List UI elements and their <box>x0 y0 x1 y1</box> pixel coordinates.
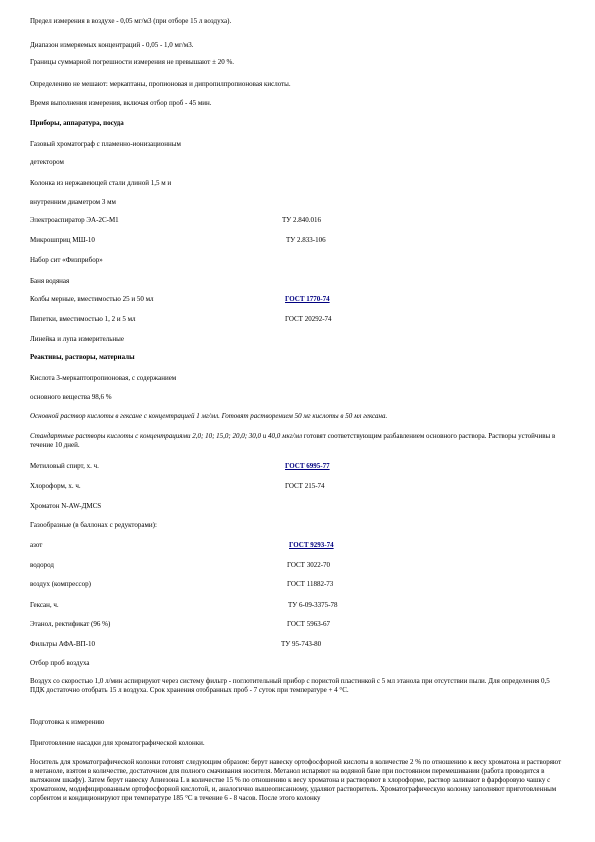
item-spec: ГОСТ 215-74 <box>285 482 325 490</box>
equipment-line: Баня водяная <box>30 277 70 285</box>
interference-text: Определению не мешают: меркаптаны, пропионовая и дипропилпропионовая кислоты. <box>30 80 291 88</box>
reagent-line: Кислота 3-меркаптопропионовая, с содержанием <box>30 374 177 382</box>
equipment-line: детектором <box>30 158 64 166</box>
equipment-line: Газовый хроматограф с пламенно-ионизационным <box>30 140 181 148</box>
item-spec: ТУ 2.833-106 <box>286 236 326 244</box>
reagent-line: основного вещества 98,6 % <box>30 393 112 401</box>
item-spec: ГОСТ 5963-67 <box>287 620 331 628</box>
equipment-line: Колонка из нержавеющей стали длиной 1,5 м и <box>30 179 172 187</box>
item-name: Этанол, ректификат (96 %) <box>30 620 111 628</box>
section-sampling: Отбор проб воздуха <box>30 659 90 667</box>
item-spec: ГОСТ 11882-73 <box>287 580 334 588</box>
item-name: Электроаспиратор ЭА-2С-М1 <box>30 216 119 224</box>
error-text: Границы суммарной погрешности измерения не превышают ± 20 %. <box>30 58 235 66</box>
equipment-line: внутренним диаметром 3 мм <box>30 198 116 206</box>
item-spec: ТУ 6-09-3375-78 <box>288 601 338 609</box>
standard-solutions-italic: Стандартные растворы кислоты с концентрациями 2,0; 10; 15,0; 20,0; 30,0 и 40,0 мкг/мл <box>30 432 302 440</box>
section-preparation: Подготовка к измерению <box>30 718 105 726</box>
reagent-line: Хроматон N-AW-ДМСS <box>30 502 102 510</box>
item-name: Микрошприц МШ-10 <box>30 236 95 244</box>
item-name: Пипетки, вместимостью 1, 2 и 5 мл <box>30 315 136 323</box>
standard-link[interactable]: ГОСТ 6995-77 <box>285 462 330 470</box>
item-name: Хлороформ, х. ч. <box>30 482 81 490</box>
range-text: Диапазон измеряемых концентраций - 0,05 - 1,0 мг/м3. <box>30 41 194 49</box>
item-spec: ГОСТ 3022-70 <box>287 561 331 569</box>
subsection-preparation: Приготовление насадки для хроматографической колонки. <box>30 739 205 747</box>
reagent-line: Газообразные (в баллонах с редукторами): <box>30 521 157 529</box>
stock-solution-text: Основной раствор кислоты в гексане с концентрацией 1 мг/мл. Готовят растворением 50 мг кислоты в 50 мл гексана. <box>30 412 388 420</box>
standard-solutions-rest: готовят соответствующим разбавлением основного раствора. Растворы устойчивы в течение 10 дней. <box>30 432 556 449</box>
item-name: Гексан, ч. <box>30 601 59 609</box>
standard-link[interactable]: ГОСТ 9293-74 <box>289 541 334 549</box>
item-name: азот <box>30 541 43 549</box>
detection-limit-text: Предел измерения в воздухе - 0,05 мг/м3 (при отборе 15 л воздуха). <box>30 17 232 25</box>
item-name: водород <box>30 561 54 569</box>
item-name: Метиловый спирт, х. ч. <box>30 462 99 470</box>
time-text: Время выполнения измерения, включая отбор проб - 45 мин. <box>30 99 212 107</box>
item-spec: ТУ 2.840.016 <box>282 216 321 224</box>
preparation-paragraph: Носитель для хроматографической колонки готовят следующим образом: берут навеску ортофосфорной кислоты в количестве 2 % по отношению к весу хроматона и растворяют в метаноле, взятом в количестве, достаточном для полного смачивания носителя. Метанол испаряют на водяной бане при постоянном перемешивании (работа проводится в вытяжном шкафу). Затем берут навеску Апиезона L в количестве 15 % по отношению к весу хроматона и растворяют в хлороформе, раствор заливают в фарфоровую чашку с хроматоном, модифицированным ортофосфорной кислотой, и, аналогично вышеописанному, удаляют растворитель. Хроматографическую колонку заполняют приготовленным сорбентом и кондиционируют при температуре 185 °С в течение 6 - 8 часов. После этого колонку <box>30 758 562 802</box>
item-name: Колбы мерные, вместимостью 25 и 50 мл <box>30 295 154 303</box>
item-spec: ГОСТ 20292-74 <box>285 315 332 323</box>
section-equipment: Приборы, аппаратура, посуда <box>30 119 124 127</box>
item-name: воздух (компрессор) <box>30 580 91 588</box>
section-reagents: Реактивы, растворы, материалы <box>30 353 135 361</box>
item-spec: ТУ 95-743-80 <box>281 640 322 648</box>
equipment-line: Линейка и лупа измерительные <box>30 335 124 343</box>
item-name: Фильтры АФА-ВП-10 <box>30 640 95 648</box>
standard-solutions-text <box>30 432 565 450</box>
standard-link[interactable]: ГОСТ 1770-74 <box>285 295 330 303</box>
equipment-line: Набор сит «Физприбор» <box>30 256 103 264</box>
sampling-paragraph: Воздух со скоростью 1,0 л/мин аспирируют через систему фильтр - поглотительный прибор с пористой пластинкой с 5 мл этанола при отсутствии пыли. Для определения 0,5 ПДК достаточно отобрать 15 л воздуха. Срок хранения отобранных проб - 7 суток при температуре + 4 °С. <box>30 677 550 694</box>
